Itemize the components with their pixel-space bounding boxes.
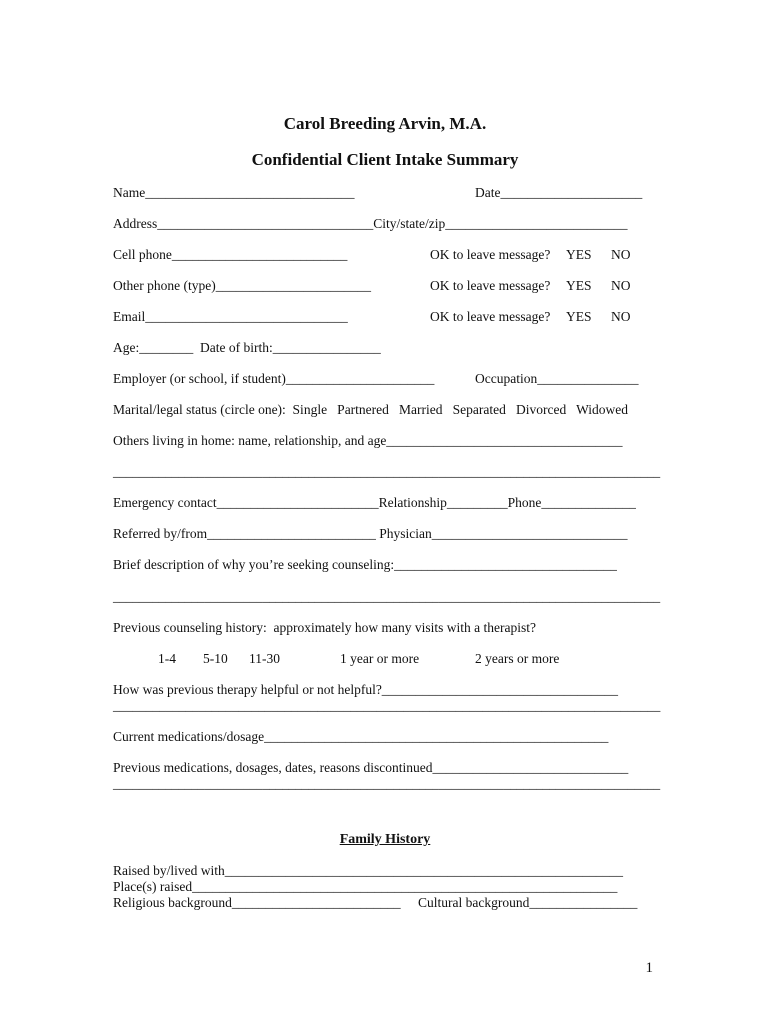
page-title: Carol Breeding Arvin, M.A. [283,114,487,133]
address-field[interactable]: Address________________________________City/state/zip___________________________ [113,216,628,231]
visits-option[interactable]: 5-10 [203,651,228,666]
occupation-field[interactable]: Occupation_______________ [475,371,639,386]
other-phone-field[interactable]: Other phone (type)_______________________ [113,278,371,293]
cultural-background-field[interactable]: Cultural background________________ [418,895,638,910]
no-option[interactable]: NO [611,309,631,324]
current-medications-field[interactable]: Current medications/dosage___________________________________________________ [113,729,609,744]
age-dob-field[interactable]: Age:________ Date of birth:________________ [113,340,381,355]
visits-option[interactable]: 1 year or more [340,651,420,666]
blank-answer-line[interactable]: ____________________________________________________________________________________ [113,589,661,604]
ok-message-label: OK to leave message? [430,309,551,324]
religious-background-field[interactable]: Religious background_________________________ [113,895,401,910]
yes-option[interactable]: YES [566,278,592,293]
visits-option[interactable]: 2 years or more [475,651,560,666]
form-subtitle: Confidential Client Intake Summary [251,150,519,169]
name-field[interactable]: Name_______________________________ [113,185,355,200]
referred-by-field[interactable]: Referred by/from_________________________ Physician_____________________________ [113,526,628,541]
previous-medications-field[interactable]: Previous medications, dosages, dates, reasons discontinued_____________________________ [113,760,629,775]
yes-option[interactable]: YES [566,309,592,324]
previous-counseling-question: Previous counseling history: approximately how many visits with a therapist? [113,620,536,635]
blank-answer-line[interactable]: ____________________________________________________________________________________ [113,776,661,791]
ok-message-label: OK to leave message? [430,278,551,293]
emergency-contact-field[interactable]: Emergency contact________________________Relationship_________Phone______________ [113,495,636,510]
no-option[interactable]: NO [611,247,631,262]
yes-option[interactable]: YES [566,247,592,262]
visits-option[interactable]: 1-4 [158,651,176,666]
raised-by-field[interactable]: Raised by/lived with___________________________________________________________ [113,863,623,878]
email-field[interactable]: Email______________________________ [113,309,348,324]
therapy-helpful-field[interactable]: How was previous therapy helpful or not helpful?___________________________________ [113,682,619,697]
cell-phone-field[interactable]: Cell phone__________________________ [113,247,348,262]
blank-answer-line[interactable]: ____________________________________________________________________________________ [113,464,661,479]
marital-status-options[interactable]: Marital/legal status (circle one): Single Partnered Married Separated Divorced Widowed [113,402,629,417]
ok-message-label: OK to leave message? [430,247,551,262]
employer-field[interactable]: Employer (or school, if student)______________________ [113,371,435,386]
family-history-heading: Family History [339,832,431,847]
date-field[interactable]: Date_____________________ [475,185,643,200]
blank-answer-line[interactable]: ___________________________________________________________________________________ [113,698,661,713]
page-number: 1 [645,960,653,976]
others-living-field[interactable]: Others living in home: name, relationship, and age___________________________________ [113,433,623,448]
no-option[interactable]: NO [611,278,631,293]
visits-option[interactable]: 11-30 [249,651,280,666]
places-raised-field[interactable]: Place(s) raised_______________________________________________________________ [113,879,618,894]
reason-for-counseling-field[interactable]: Brief description of why you’re seeking counseling:_________________________________ [113,557,617,572]
